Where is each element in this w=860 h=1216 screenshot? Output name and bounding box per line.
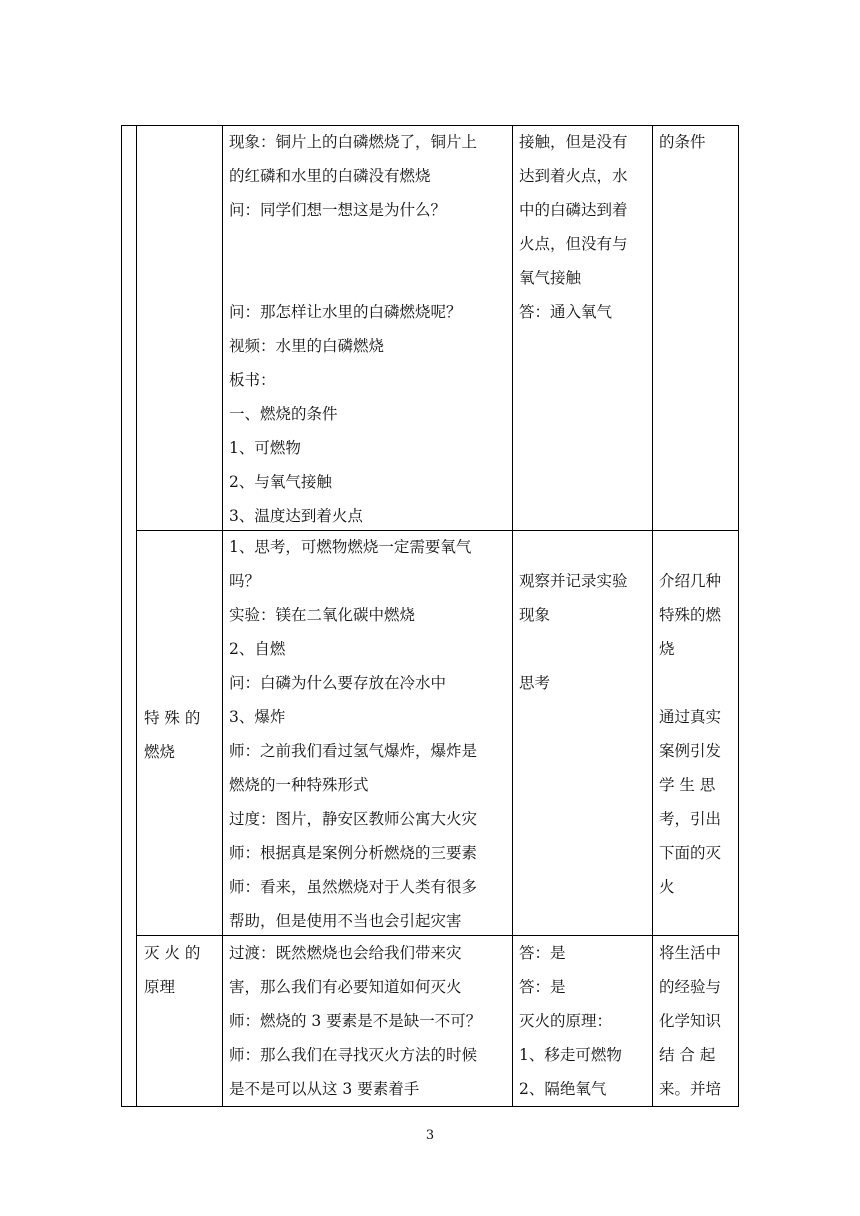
- text-line: 3、爆炸: [229, 708, 286, 726]
- text-line: 2、自燃: [229, 640, 286, 658]
- text-line: 2、隔绝氧气: [519, 1080, 607, 1098]
- text-line: 2、与氧气接触: [229, 473, 332, 491]
- text-line: 通过真实: [659, 708, 722, 726]
- text-line: 1、可燃物: [229, 439, 301, 457]
- text-line: 师：燃烧的 3 要素是不是缺一不可？: [229, 1012, 482, 1030]
- text-line: 灭火的原理：: [519, 1012, 613, 1030]
- row3-teacher-cell: [229, 936, 509, 1106]
- row3-topic-cell: [144, 936, 216, 1004]
- text-line: 火: [659, 878, 675, 896]
- table-left-border: [121, 125, 122, 1107]
- row3-student-cell: [519, 936, 647, 1106]
- text-line: 吗？: [229, 572, 261, 590]
- text-line: 视频：水里的白磷燃烧: [229, 337, 385, 355]
- text-line: 3、温度达到着火点: [229, 507, 363, 525]
- text-line: 害，那么我们有必要知道如何灭火: [229, 978, 462, 996]
- text-line: 结 合 起: [659, 1046, 716, 1064]
- col-divider-1: [222, 125, 223, 1107]
- topic-line: 燃烧: [144, 743, 176, 761]
- text-line: 燃烧的一种特殊形式: [229, 776, 369, 794]
- text-line: 答：是: [519, 944, 566, 962]
- text-line: 的经验与: [659, 978, 722, 996]
- topic-line: 灭 火 的: [144, 944, 201, 962]
- text-line: 实验：镁在二氧化碳中燃烧: [229, 606, 416, 624]
- text-line: 将生活中: [659, 944, 722, 962]
- text-line: 来。并培: [659, 1080, 722, 1098]
- text-line: 师：看来，虽然燃烧对于人类有很多: [229, 878, 478, 896]
- text-line: 帮助，但是使用不当也会引起灾害: [229, 912, 462, 930]
- col-divider-2: [512, 125, 513, 1107]
- text-line: 答：通入氧气: [519, 303, 613, 321]
- text-line: 过度：图片，静安区教师公寓大火灾: [229, 810, 478, 828]
- text-line: 中的白磷达到着: [519, 201, 628, 219]
- text-line: [519, 530, 647, 564]
- row3-intent-cell: [659, 936, 735, 1106]
- text-line: [659, 530, 735, 564]
- text-line: [519, 632, 647, 666]
- row1-intent-cell: [659, 125, 735, 159]
- page-number: 3: [425, 1128, 435, 1143]
- text-line: 下面的灭: [659, 844, 722, 862]
- text-line: 1、移走可燃物: [519, 1046, 622, 1064]
- text-line: 现象: [519, 606, 551, 624]
- text-line: 考，引出: [659, 810, 722, 828]
- text-line: [229, 261, 509, 295]
- text-line: 板书：: [229, 371, 276, 389]
- text-line: 案例引发: [659, 742, 722, 760]
- table-bottom-border: [121, 1106, 739, 1107]
- row2-teacher-cell: [229, 530, 509, 938]
- text-line: 达到着火点，水: [519, 167, 628, 185]
- row2-intent-cell: [659, 530, 735, 904]
- text-line: 的红磷和水里的白磷没有燃烧: [229, 167, 431, 185]
- text-line: [659, 666, 735, 700]
- text-line: 是不是可以从这 3 要素着手: [229, 1080, 420, 1098]
- text-line: 观察并记录实验: [519, 572, 628, 590]
- text-line: 问：同学们想一想这是为什么？: [229, 201, 447, 219]
- text-line: 的条件: [659, 133, 706, 151]
- row2-student-cell: [519, 530, 647, 700]
- text-line: 火点，但没有与: [519, 235, 628, 253]
- text-line: 氧气接触: [519, 269, 582, 287]
- text-line: 化学知识: [659, 1012, 722, 1030]
- text-line: 问：那怎样让水里的白磷燃烧呢？: [229, 303, 462, 321]
- text-line: 学 生 思: [659, 776, 716, 794]
- table-inner-left-border: [136, 125, 137, 1107]
- text-line: [229, 227, 509, 261]
- topic-line: 原理: [144, 978, 176, 996]
- text-line: 答：是: [519, 978, 566, 996]
- text-line: 师：那么我们在寻找灭火方法的时候: [229, 1046, 478, 1064]
- text-line: 1、思考，可燃物燃烧一定需要氧气: [229, 538, 472, 556]
- row1-teacher-cell: [229, 125, 509, 533]
- text-line: 问：白磷为什么要存放在冷水中: [229, 674, 447, 692]
- text-line: 师：之前我们看过氢气爆炸，爆炸是: [229, 742, 478, 760]
- text-line: 过渡：既然燃烧也会给我们带来灾: [229, 944, 462, 962]
- row1-student-cell: [519, 125, 647, 329]
- text-line: 现象：铜片上的白磷燃烧了，铜片上: [229, 133, 478, 151]
- text-line: 师：根据真是案例分析燃烧的三要素: [229, 844, 478, 862]
- text-line: 介绍几种: [659, 572, 722, 590]
- topic-line: 特 殊 的: [144, 709, 201, 727]
- table-right-border: [738, 125, 739, 1107]
- text-line: 特殊的燃: [659, 606, 722, 624]
- col-divider-3: [652, 125, 653, 1107]
- row2-topic-cell: [144, 701, 216, 769]
- text-line: 接触，但是没有: [519, 133, 628, 151]
- text-line: 一、燃烧的条件: [229, 405, 338, 423]
- text-line: 思考: [519, 674, 551, 692]
- text-line: 烧: [659, 640, 675, 658]
